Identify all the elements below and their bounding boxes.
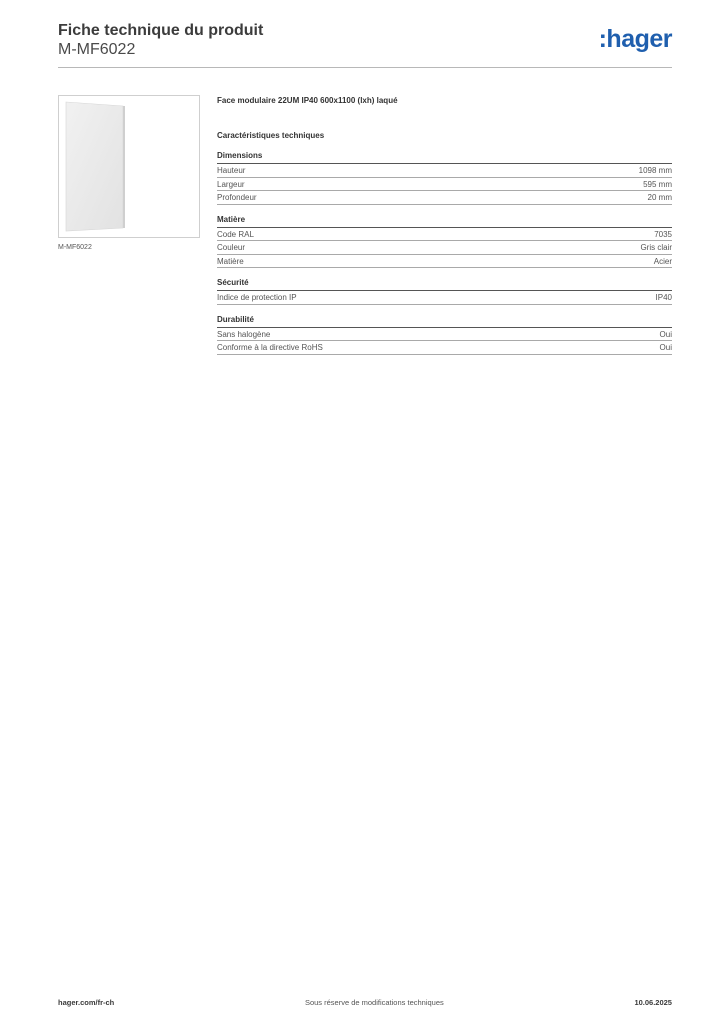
characteristics-section [217, 96, 672, 355]
hager-logo: :hager [598, 25, 672, 53]
spec-label: Profondeur [217, 193, 257, 202]
characteristic-groups [217, 151, 672, 355]
spec-row [217, 341, 672, 355]
page-header [58, 22, 672, 59]
spec-value: Oui [659, 329, 672, 339]
spec-label: Matière [217, 256, 244, 266]
page-title: Fiche technique du produit [58, 22, 264, 39]
group-title: Dimensions [217, 151, 672, 164]
spec-value: Oui [659, 343, 672, 352]
spec-label: Conforme à la directive RoHS [217, 343, 323, 352]
group-2 [217, 278, 672, 305]
footer-date: 10.06.2025 [634, 998, 672, 1007]
spec-row [217, 291, 672, 305]
spec-value: Gris clair [640, 243, 672, 252]
spec-value: 595 mm [643, 179, 672, 189]
spec-label: Largeur [217, 179, 245, 189]
spec-value: 1098 mm [638, 166, 672, 175]
spec-value: 20 mm [647, 193, 672, 202]
group-title: Sécurité [217, 278, 672, 291]
product-image [58, 95, 200, 238]
page-footer [58, 998, 672, 1007]
spec-row [217, 191, 672, 205]
group-title: Durabilité [217, 315, 672, 328]
spec-value: Acier [653, 256, 672, 266]
group-3 [217, 315, 672, 355]
spec-label: Couleur [217, 243, 246, 252]
spec-row [217, 178, 672, 192]
product-reference: M-MF6022 [58, 41, 136, 58]
product-description: Face modulaire 22UM IP40 600x1100 (lxh) laqué [217, 96, 398, 105]
image-caption: M-MF6022 [58, 244, 92, 251]
spec-row [217, 228, 672, 242]
spec-label: Indice de protection IP [217, 293, 297, 302]
spec-row [217, 241, 672, 255]
characteristics-heading: Caractéristiques techniques [217, 131, 325, 140]
spec-label: Code RAL [217, 229, 254, 239]
spec-row [217, 255, 672, 269]
spec-row [217, 328, 672, 342]
group-1 [217, 215, 672, 269]
footer-website: hager.com/fr-ch [58, 998, 115, 1007]
panel-illustration [63, 100, 195, 233]
group-title: Matière [217, 215, 672, 228]
group-0 [217, 151, 672, 205]
spec-row [217, 164, 672, 178]
footer-disclaimer: Sous réserve de modifications techniques [304, 998, 444, 1007]
spec-label: Sans halogène [217, 329, 271, 339]
header-divider [58, 67, 672, 68]
spec-label: Hauteur [217, 166, 246, 175]
spec-value: 7035 [654, 229, 672, 239]
spec-value: IP40 [655, 293, 672, 302]
